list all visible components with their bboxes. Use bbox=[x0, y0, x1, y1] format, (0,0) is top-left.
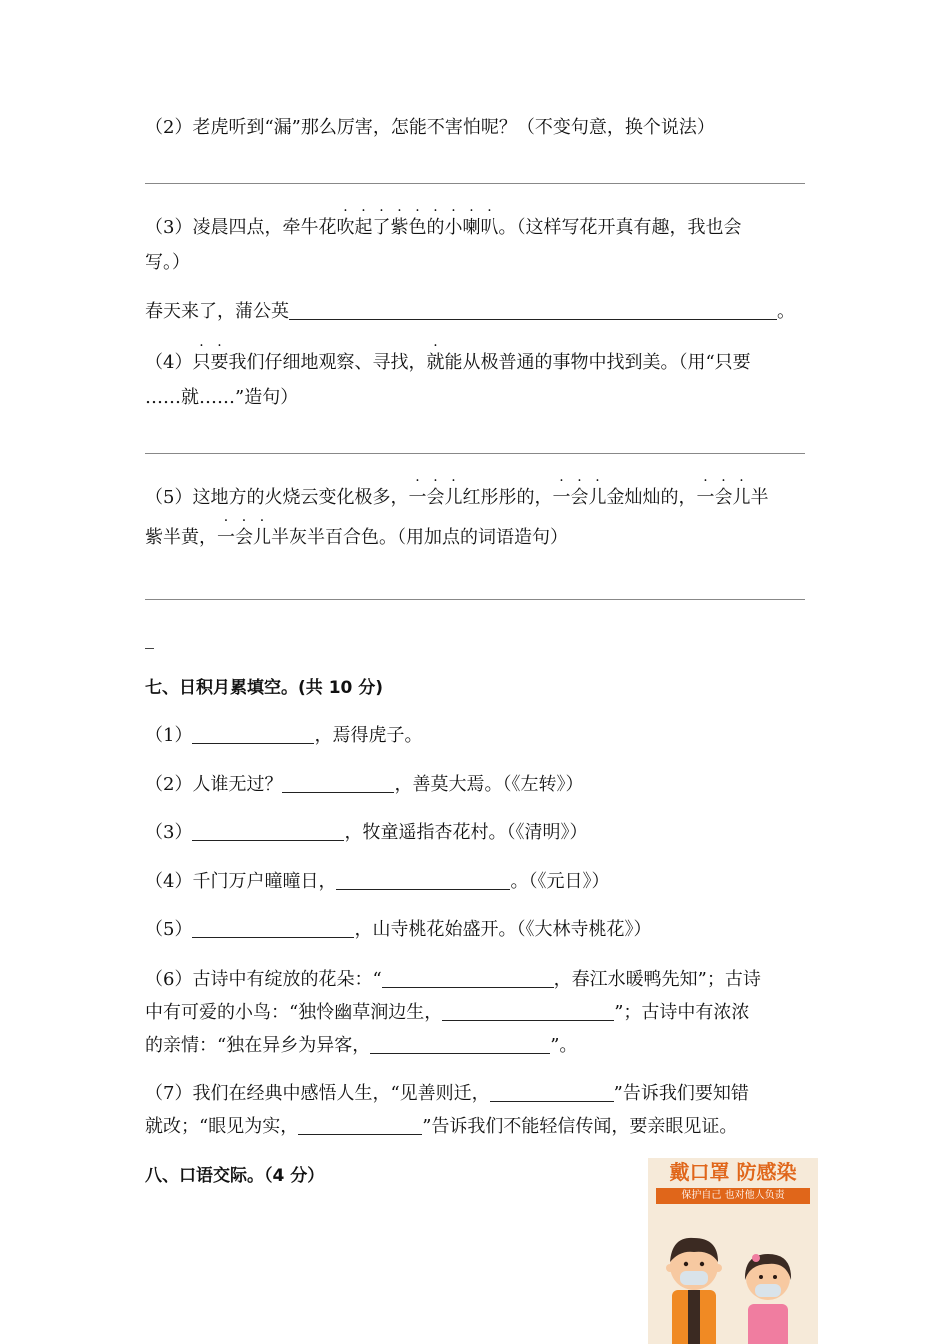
question-text: 的亲情：“独在异乡为异客， bbox=[145, 1035, 371, 1056]
question-6-5-cont bbox=[145, 526, 568, 550]
question-text: ”告诉我们要知错 bbox=[613, 1083, 749, 1104]
question-text: （3） bbox=[145, 822, 193, 843]
question-text: 紫半黄， bbox=[145, 527, 217, 548]
fill-blank[interactable] bbox=[298, 1116, 422, 1135]
dotted-char: 一 bbox=[552, 487, 571, 508]
dotted-char: 儿 bbox=[444, 487, 463, 508]
question-text: ，春江水暖鸭先知”；古诗 bbox=[553, 969, 761, 990]
dotted-char: 小 bbox=[444, 217, 463, 238]
question-text: ，山寺桃花始盛开。（《大林寺桃花》） bbox=[354, 919, 652, 940]
question-7-7 bbox=[145, 1082, 749, 1106]
answer-line-6-5[interactable] bbox=[145, 599, 805, 600]
question-text: 。（这样写花开真有趣，我也会 bbox=[498, 217, 742, 238]
fill-blank[interactable] bbox=[370, 1035, 550, 1054]
question-text: ，牧童遥指杏花村。（《清明》） bbox=[344, 822, 588, 843]
question-6-4-cont bbox=[145, 386, 298, 410]
question-text: ”。 bbox=[550, 1035, 578, 1056]
question-text: 我们仔细地观察、寻找， bbox=[228, 352, 427, 373]
answer-suffix: 。 bbox=[777, 301, 795, 322]
question-text: ”；古诗中有浓浓 bbox=[614, 1002, 750, 1023]
dotted-char: 儿 bbox=[588, 487, 607, 508]
fill-blank[interactable] bbox=[289, 301, 777, 320]
question-7-6-cont2 bbox=[145, 1034, 577, 1058]
question-text: 红彤彤的， bbox=[462, 487, 553, 508]
question-text: 金灿灿的， bbox=[606, 487, 697, 508]
question-text: ，焉得虎子。 bbox=[314, 725, 423, 746]
dotted-char: 一 bbox=[408, 487, 427, 508]
dotted-char: 会 bbox=[570, 487, 589, 508]
question-text: （6）古诗中有绽放的花朵：“ bbox=[145, 969, 382, 990]
question-text: （4） bbox=[145, 352, 193, 373]
question-6-3 bbox=[145, 216, 741, 240]
section-7-heading: 七、日积月累填空。(共 10 分) bbox=[145, 678, 384, 698]
question-text: ”告诉我们不能轻信传闻，要亲眼见证。 bbox=[422, 1116, 738, 1137]
question-text: 。（《元日》） bbox=[510, 871, 610, 892]
question-7-1 bbox=[145, 724, 422, 748]
dotted-char: 了 bbox=[372, 217, 391, 238]
question-text: 中有可爱的小鸟：“独怜幽草涧边生， bbox=[145, 1002, 443, 1023]
question-text: 写。） bbox=[145, 252, 190, 273]
answer-prefix: 春天来了，蒲公英 bbox=[145, 301, 289, 322]
question-text: ……就……”造句） bbox=[145, 387, 299, 408]
question-text: （7）我们在经典中感悟人生，“见善则迁， bbox=[145, 1083, 490, 1104]
question-7-5 bbox=[145, 918, 651, 942]
fill-blank[interactable] bbox=[192, 822, 344, 841]
boy-figure bbox=[666, 1238, 722, 1344]
section-8-heading: 八、口语交际。（4 分） bbox=[145, 1166, 325, 1186]
poster-subtitle: 保护自己 也对他人负责 bbox=[656, 1188, 810, 1204]
dotted-char: 喇 bbox=[462, 217, 481, 238]
dotted-char: 儿 bbox=[253, 527, 271, 548]
dotted-char: 一 bbox=[217, 527, 235, 548]
question-text: 半 bbox=[750, 487, 769, 508]
dotted-char: 要 bbox=[210, 352, 229, 373]
fill-blank[interactable] bbox=[490, 1083, 614, 1102]
question-text: （5） bbox=[145, 919, 193, 940]
question-text: （3）凌晨四点，牵牛花 bbox=[145, 217, 337, 238]
dotted-char: 会 bbox=[426, 487, 445, 508]
dotted-char: 吹 bbox=[336, 217, 355, 238]
question-6-4 bbox=[145, 351, 751, 375]
answer-6-3 bbox=[145, 300, 795, 324]
question-text: （5）这地方的火烧云变化极多， bbox=[145, 487, 409, 508]
question-7-4 bbox=[145, 870, 609, 894]
stray-dash bbox=[145, 648, 154, 649]
dotted-char: 一 bbox=[696, 487, 715, 508]
question-text: （2）人谁无过？ bbox=[145, 774, 283, 795]
question-6-5 bbox=[145, 486, 768, 510]
dotted-char: 儿 bbox=[732, 487, 751, 508]
children-with-masks-illustration bbox=[648, 1158, 818, 1344]
girl-figure bbox=[745, 1254, 791, 1344]
mask-poster bbox=[648, 1158, 818, 1344]
fill-blank[interactable] bbox=[382, 969, 554, 988]
fill-blank[interactable] bbox=[192, 725, 314, 744]
question-6-3-cont bbox=[145, 251, 190, 275]
poster-title: 戴口罩 防感染 bbox=[648, 1158, 818, 1186]
dotted-char: 的 bbox=[426, 217, 445, 238]
question-7-6-cont1 bbox=[145, 1001, 749, 1025]
dotted-char: 紫 bbox=[390, 217, 409, 238]
fill-blank[interactable] bbox=[192, 919, 354, 938]
question-7-7-cont bbox=[145, 1115, 737, 1139]
answer-line-6-4[interactable] bbox=[145, 453, 805, 454]
dotted-char: 起 bbox=[354, 217, 373, 238]
question-7-6 bbox=[145, 968, 761, 992]
question-text: （4）千门万户曈曈日， bbox=[145, 871, 337, 892]
question-text: ，善莫大焉。（《左转》） bbox=[394, 774, 584, 795]
answer-line-6-2[interactable] bbox=[145, 183, 805, 184]
question-text: 半灰半百合色。（用加点的词语造句） bbox=[271, 527, 568, 548]
dotted-char: 就 bbox=[426, 352, 445, 373]
question-text: （1） bbox=[145, 725, 193, 746]
fill-blank[interactable] bbox=[282, 774, 394, 793]
dotted-char: 色 bbox=[408, 217, 427, 238]
question-7-2 bbox=[145, 773, 583, 797]
question-text: （2）老虎听到“漏”那么厉害，怎能不害怕呢？（不变句意，换个说法） bbox=[145, 117, 715, 138]
fill-blank[interactable] bbox=[442, 1002, 614, 1021]
dotted-char: 会 bbox=[714, 487, 733, 508]
question-text: 就改；“眼见为实， bbox=[145, 1116, 299, 1137]
dotted-char: 会 bbox=[235, 527, 253, 548]
dotted-char: 只 bbox=[192, 352, 211, 373]
question-6-2 bbox=[145, 116, 715, 140]
fill-blank[interactable] bbox=[336, 871, 510, 890]
question-7-3 bbox=[145, 821, 587, 845]
dotted-char: 叭 bbox=[480, 217, 499, 238]
question-text: 能从极普通的事物中找到美。（用“只要 bbox=[444, 352, 751, 373]
